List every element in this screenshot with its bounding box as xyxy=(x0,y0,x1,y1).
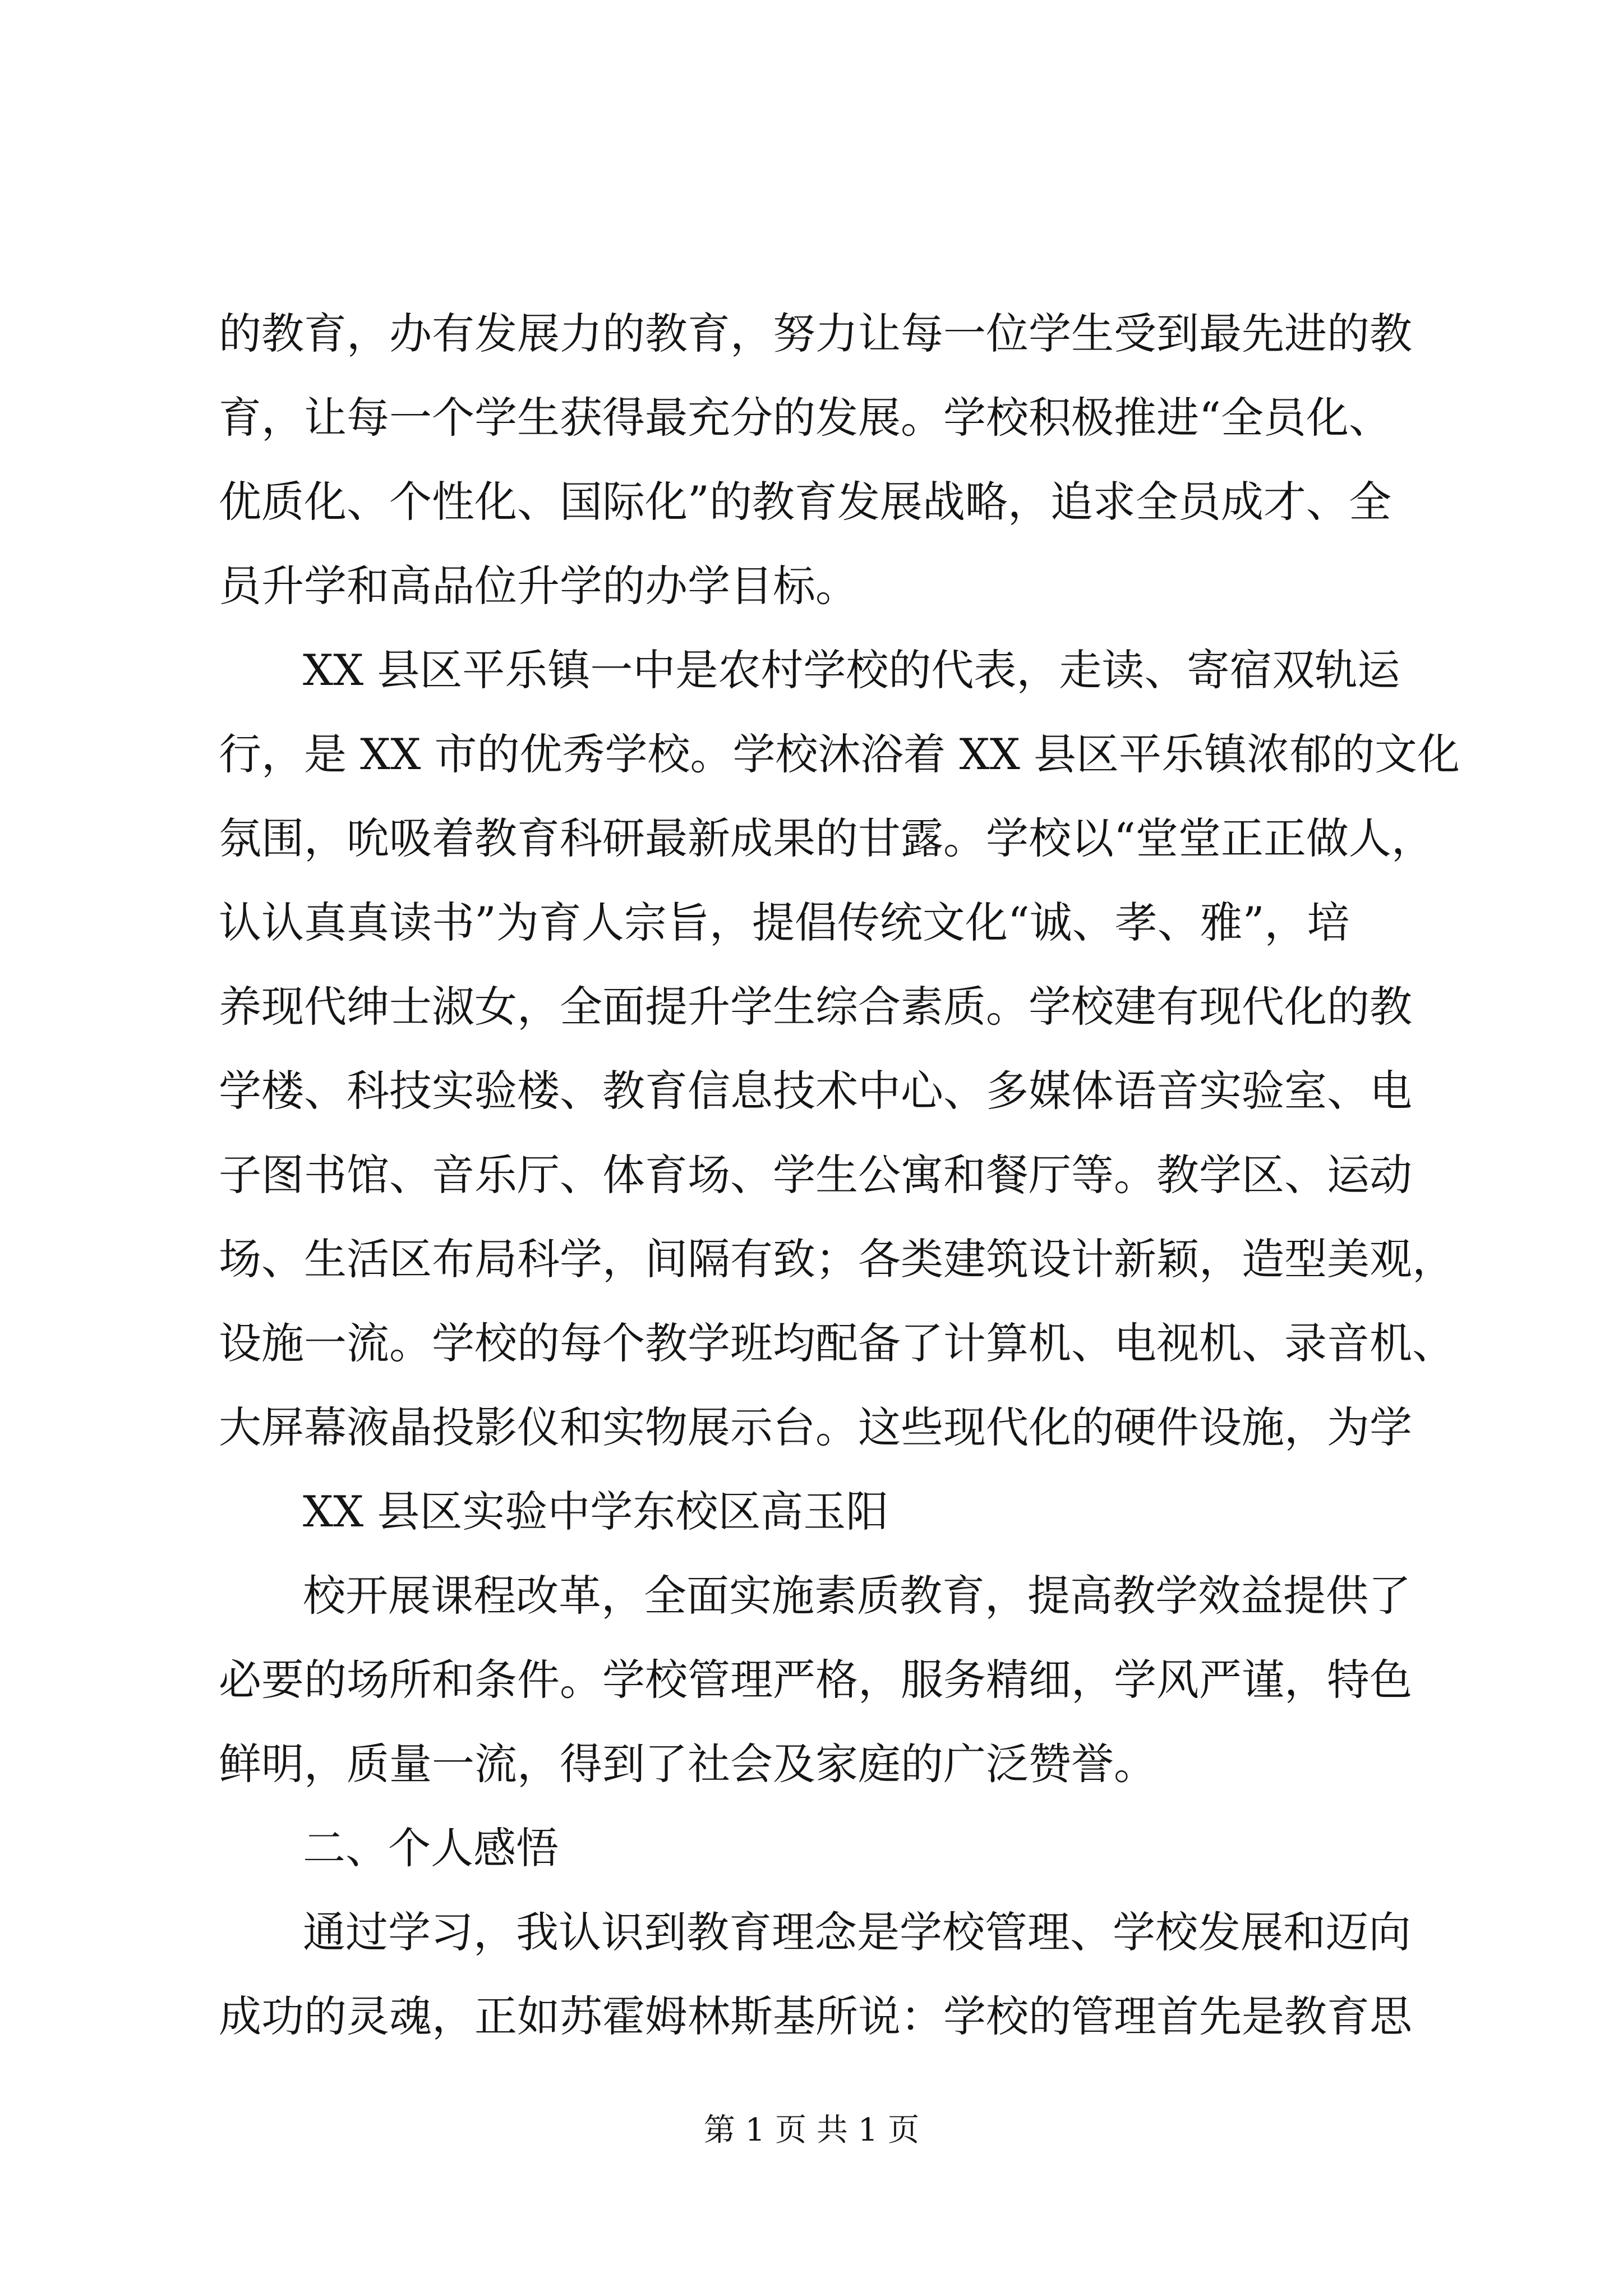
text-line-4: 员升学和高品位升学的办学目标。 xyxy=(219,561,858,611)
text-line-20: 通过学习，我认识到教育理念是学校管理、学校发展和迈向 xyxy=(303,1907,1411,1957)
text-line-10: 学楼、科技实验楼、教育信息技术中心、多媒体语音实验室、电 xyxy=(219,1066,1412,1116)
text-line-6: 行，是 XX 市的优秀学校。学校沐浴着 XX 县区平乐镇浓郁的文化 xyxy=(219,729,1460,779)
text-line-13: 设施一流。学校的每个教学班均配备了计算机、电视机、录音机、 xyxy=(219,1318,1455,1368)
text-line-18: 鲜明，质量一流，得到了社会及家庭的广泛赞誉。 xyxy=(219,1739,1156,1789)
text-line-17: 必要的场所和条件。学校管理严格，服务精细，学风严谨，特色 xyxy=(219,1655,1412,1705)
text-line-9: 养现代绅士淑女，全面提升学生综合素质。学校建有现代化的教 xyxy=(219,982,1412,1032)
text-line-11: 子图书馆、音乐厅、体育场、学生公寓和餐厅等。教学区、运动 xyxy=(219,1150,1412,1200)
text-line-8: 认认真真读书”为育人宗旨，提倡传统文化“诚、孝、雅”，培 xyxy=(219,898,1350,947)
page-number-footer: 第 1 页 共 1 页 xyxy=(703,2112,920,2148)
text-line-12: 场、生活区布局科学，间隔有致；各类建筑设计新颖，造型美观， xyxy=(219,1234,1455,1284)
section-heading: 二、个人感悟 xyxy=(303,1823,559,1873)
text-line-7: 氛围，吮吸着教育科研最新成果的甘露。学校以“堂堂正正做人， xyxy=(219,813,1434,863)
text-line-5: XX 县区平乐镇一中是农村学校的代表，走读、寄宿双轨运 xyxy=(303,645,1400,695)
text-line-14: 大屏幕液晶投影仪和实物展示台。这些现代化的硬件设施，为学 xyxy=(219,1402,1412,1452)
text-line-3: 优质化、个性化、国际化”的教育发展战略，追求全员成才、全 xyxy=(219,477,1391,527)
text-line-2: 育，让每一个学生获得最充分的发展。学校积极推进“全员化、 xyxy=(219,393,1391,443)
text-line-21: 成功的灵魂，正如苏霍姆林斯基所说：学校的管理首先是教育思 xyxy=(219,1991,1412,2041)
text-line-1: 的教育，办有发展力的教育，努力让每一位学生受到最先进的教 xyxy=(219,309,1412,358)
author-line: XX 县区实验中学东校区高玉阳 xyxy=(303,1487,889,1536)
text-line-16: 校开展课程改革，全面实施素质教育，提高教学效益提供了 xyxy=(303,1571,1411,1621)
